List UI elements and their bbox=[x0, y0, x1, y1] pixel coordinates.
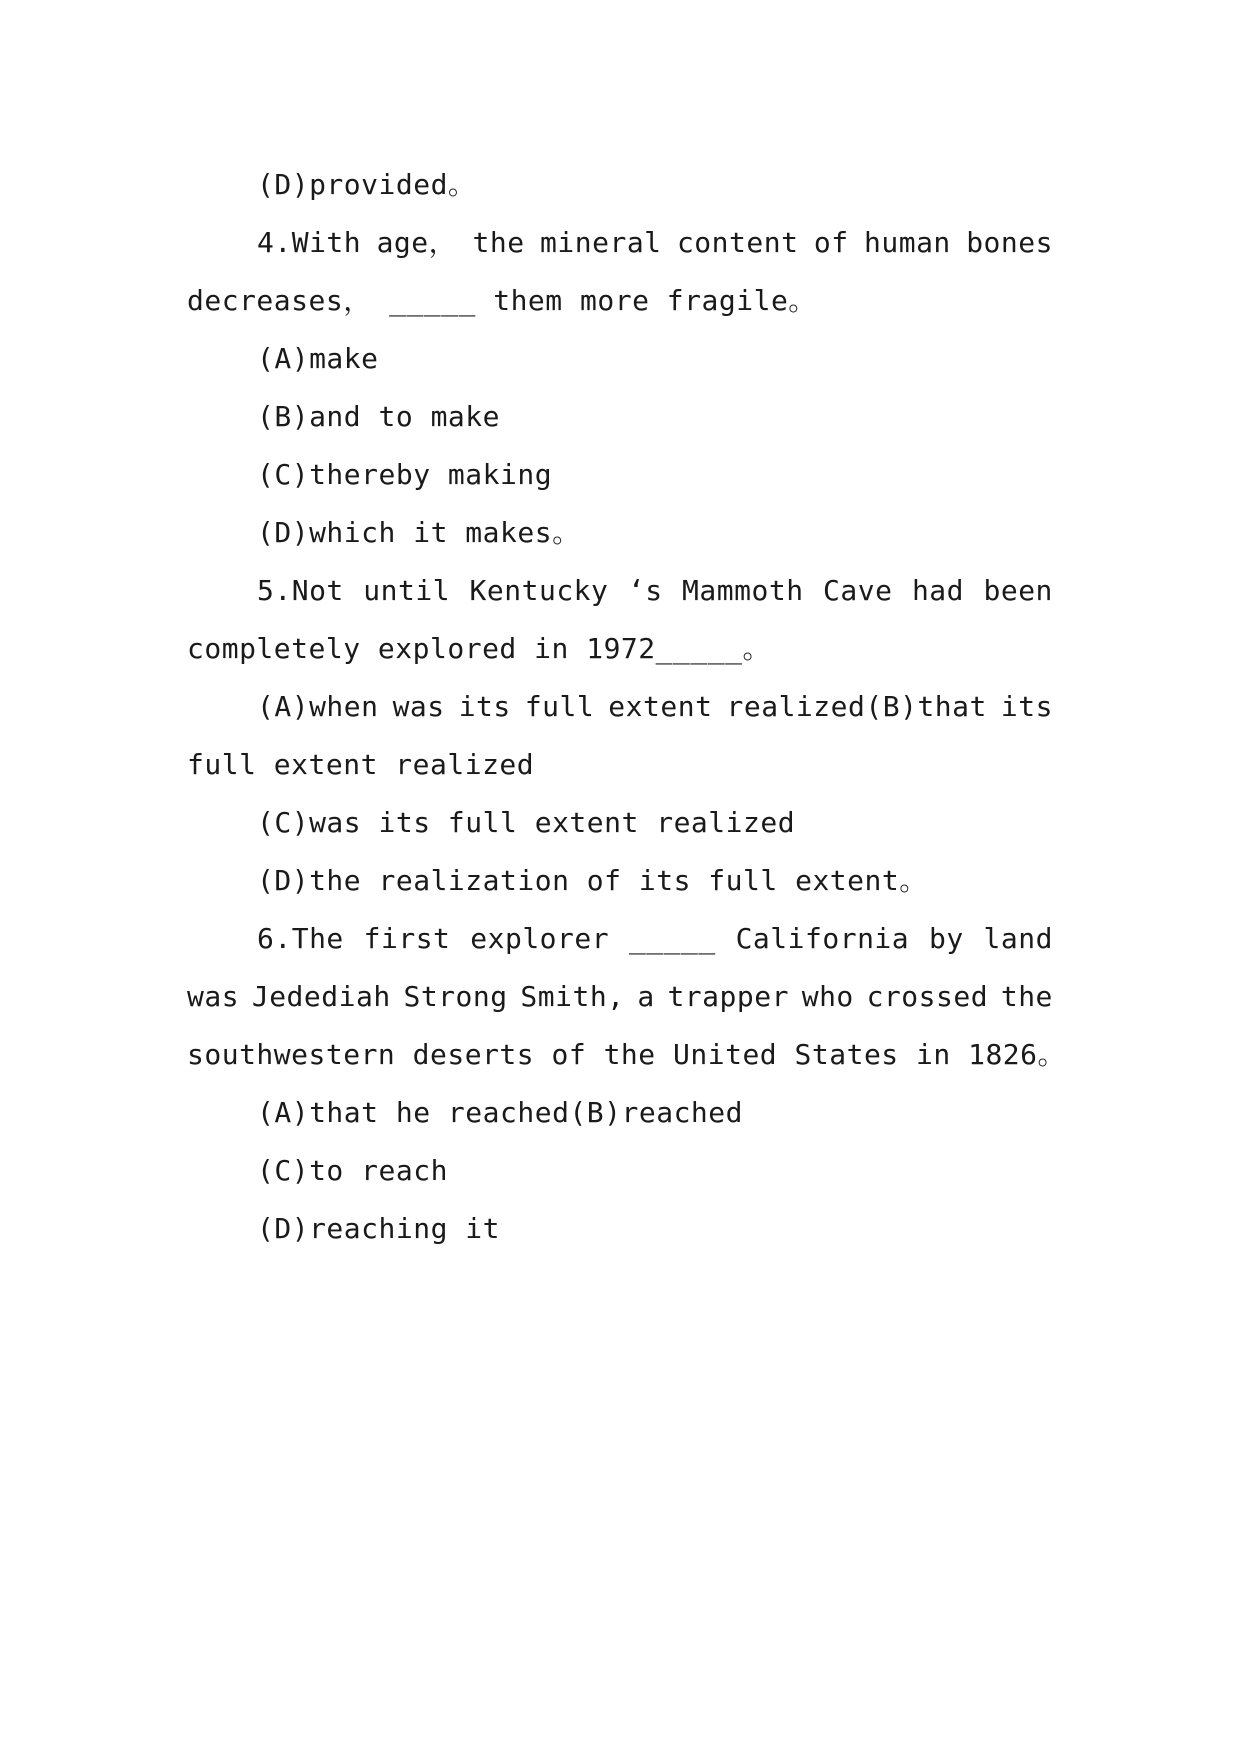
option-c-q4: (C)thereby making bbox=[257, 458, 553, 491]
option-d-q4: (D)which it makes。 bbox=[257, 516, 581, 549]
word: of bbox=[813, 226, 849, 259]
question-text bbox=[187, 156, 1067, 1258]
option-ab-q6: (A)that he reached(B)reached bbox=[257, 1096, 744, 1129]
word: mineral bbox=[540, 226, 662, 259]
word: land bbox=[983, 922, 1053, 955]
word: bones bbox=[966, 226, 1053, 259]
word: content bbox=[676, 226, 799, 259]
word: was bbox=[187, 980, 240, 1013]
word: 6.The bbox=[257, 922, 344, 955]
word: extent bbox=[608, 690, 713, 723]
option-ab-q5-line-1 bbox=[187, 678, 1053, 736]
word: until bbox=[363, 574, 451, 607]
word: crossed bbox=[866, 980, 989, 1013]
option-a-q4: (A)make bbox=[257, 342, 379, 375]
word: California bbox=[735, 922, 910, 955]
word: been bbox=[983, 574, 1053, 607]
word: human bbox=[864, 226, 951, 259]
option-b-q4: (B)and to make bbox=[257, 400, 501, 433]
word: trapper bbox=[667, 980, 789, 1013]
word: a bbox=[637, 980, 655, 1013]
word: Cave bbox=[823, 574, 893, 607]
option-d-q5: (D)the realization of its full extent。 bbox=[257, 864, 928, 897]
option-d-q3: (D)provided。 bbox=[257, 168, 477, 201]
word: Jedediah bbox=[251, 980, 391, 1013]
word: Kentucky bbox=[469, 574, 609, 607]
word: its bbox=[1000, 690, 1053, 723]
word: 4.With bbox=[257, 226, 362, 259]
word: age， bbox=[376, 226, 458, 259]
word: had bbox=[911, 574, 965, 607]
word: its bbox=[458, 690, 511, 723]
word: explorer bbox=[470, 922, 610, 955]
question-4-line-2: decreases， _____ them more fragile。 bbox=[187, 284, 817, 317]
question-5-line-2: completely explored in 1972_____。 bbox=[187, 632, 771, 665]
word: Smith, bbox=[520, 980, 625, 1013]
question-6-line-1 bbox=[187, 910, 1053, 968]
word: realized(B)that bbox=[726, 690, 987, 723]
word: Strong bbox=[403, 980, 508, 1013]
option-c-q5: (C)was its full extent realized bbox=[257, 806, 796, 839]
word: Mammoth bbox=[682, 574, 804, 607]
option-ab-q5-line-2: full extent realized bbox=[187, 748, 535, 781]
word: by bbox=[928, 922, 964, 955]
question-6-line-2 bbox=[187, 968, 1053, 1026]
option-c-q6: (C)to reach bbox=[257, 1154, 448, 1187]
question-4-line-1 bbox=[187, 214, 1053, 272]
word: 5.Not bbox=[257, 574, 344, 607]
word: who bbox=[801, 980, 854, 1013]
word: ‘s bbox=[627, 574, 663, 607]
word: _____ bbox=[628, 922, 716, 955]
option-d-q6: (D)reaching it bbox=[257, 1212, 501, 1245]
word: (A)when bbox=[257, 690, 379, 723]
word: full bbox=[524, 690, 595, 723]
word: the bbox=[1000, 980, 1053, 1013]
word: the bbox=[472, 226, 525, 259]
word: was bbox=[392, 690, 445, 723]
word: first bbox=[363, 922, 451, 955]
question-6-line-3: southwestern deserts of the United States in 1826。 bbox=[187, 1038, 1067, 1071]
question-5-line-1 bbox=[187, 562, 1053, 620]
